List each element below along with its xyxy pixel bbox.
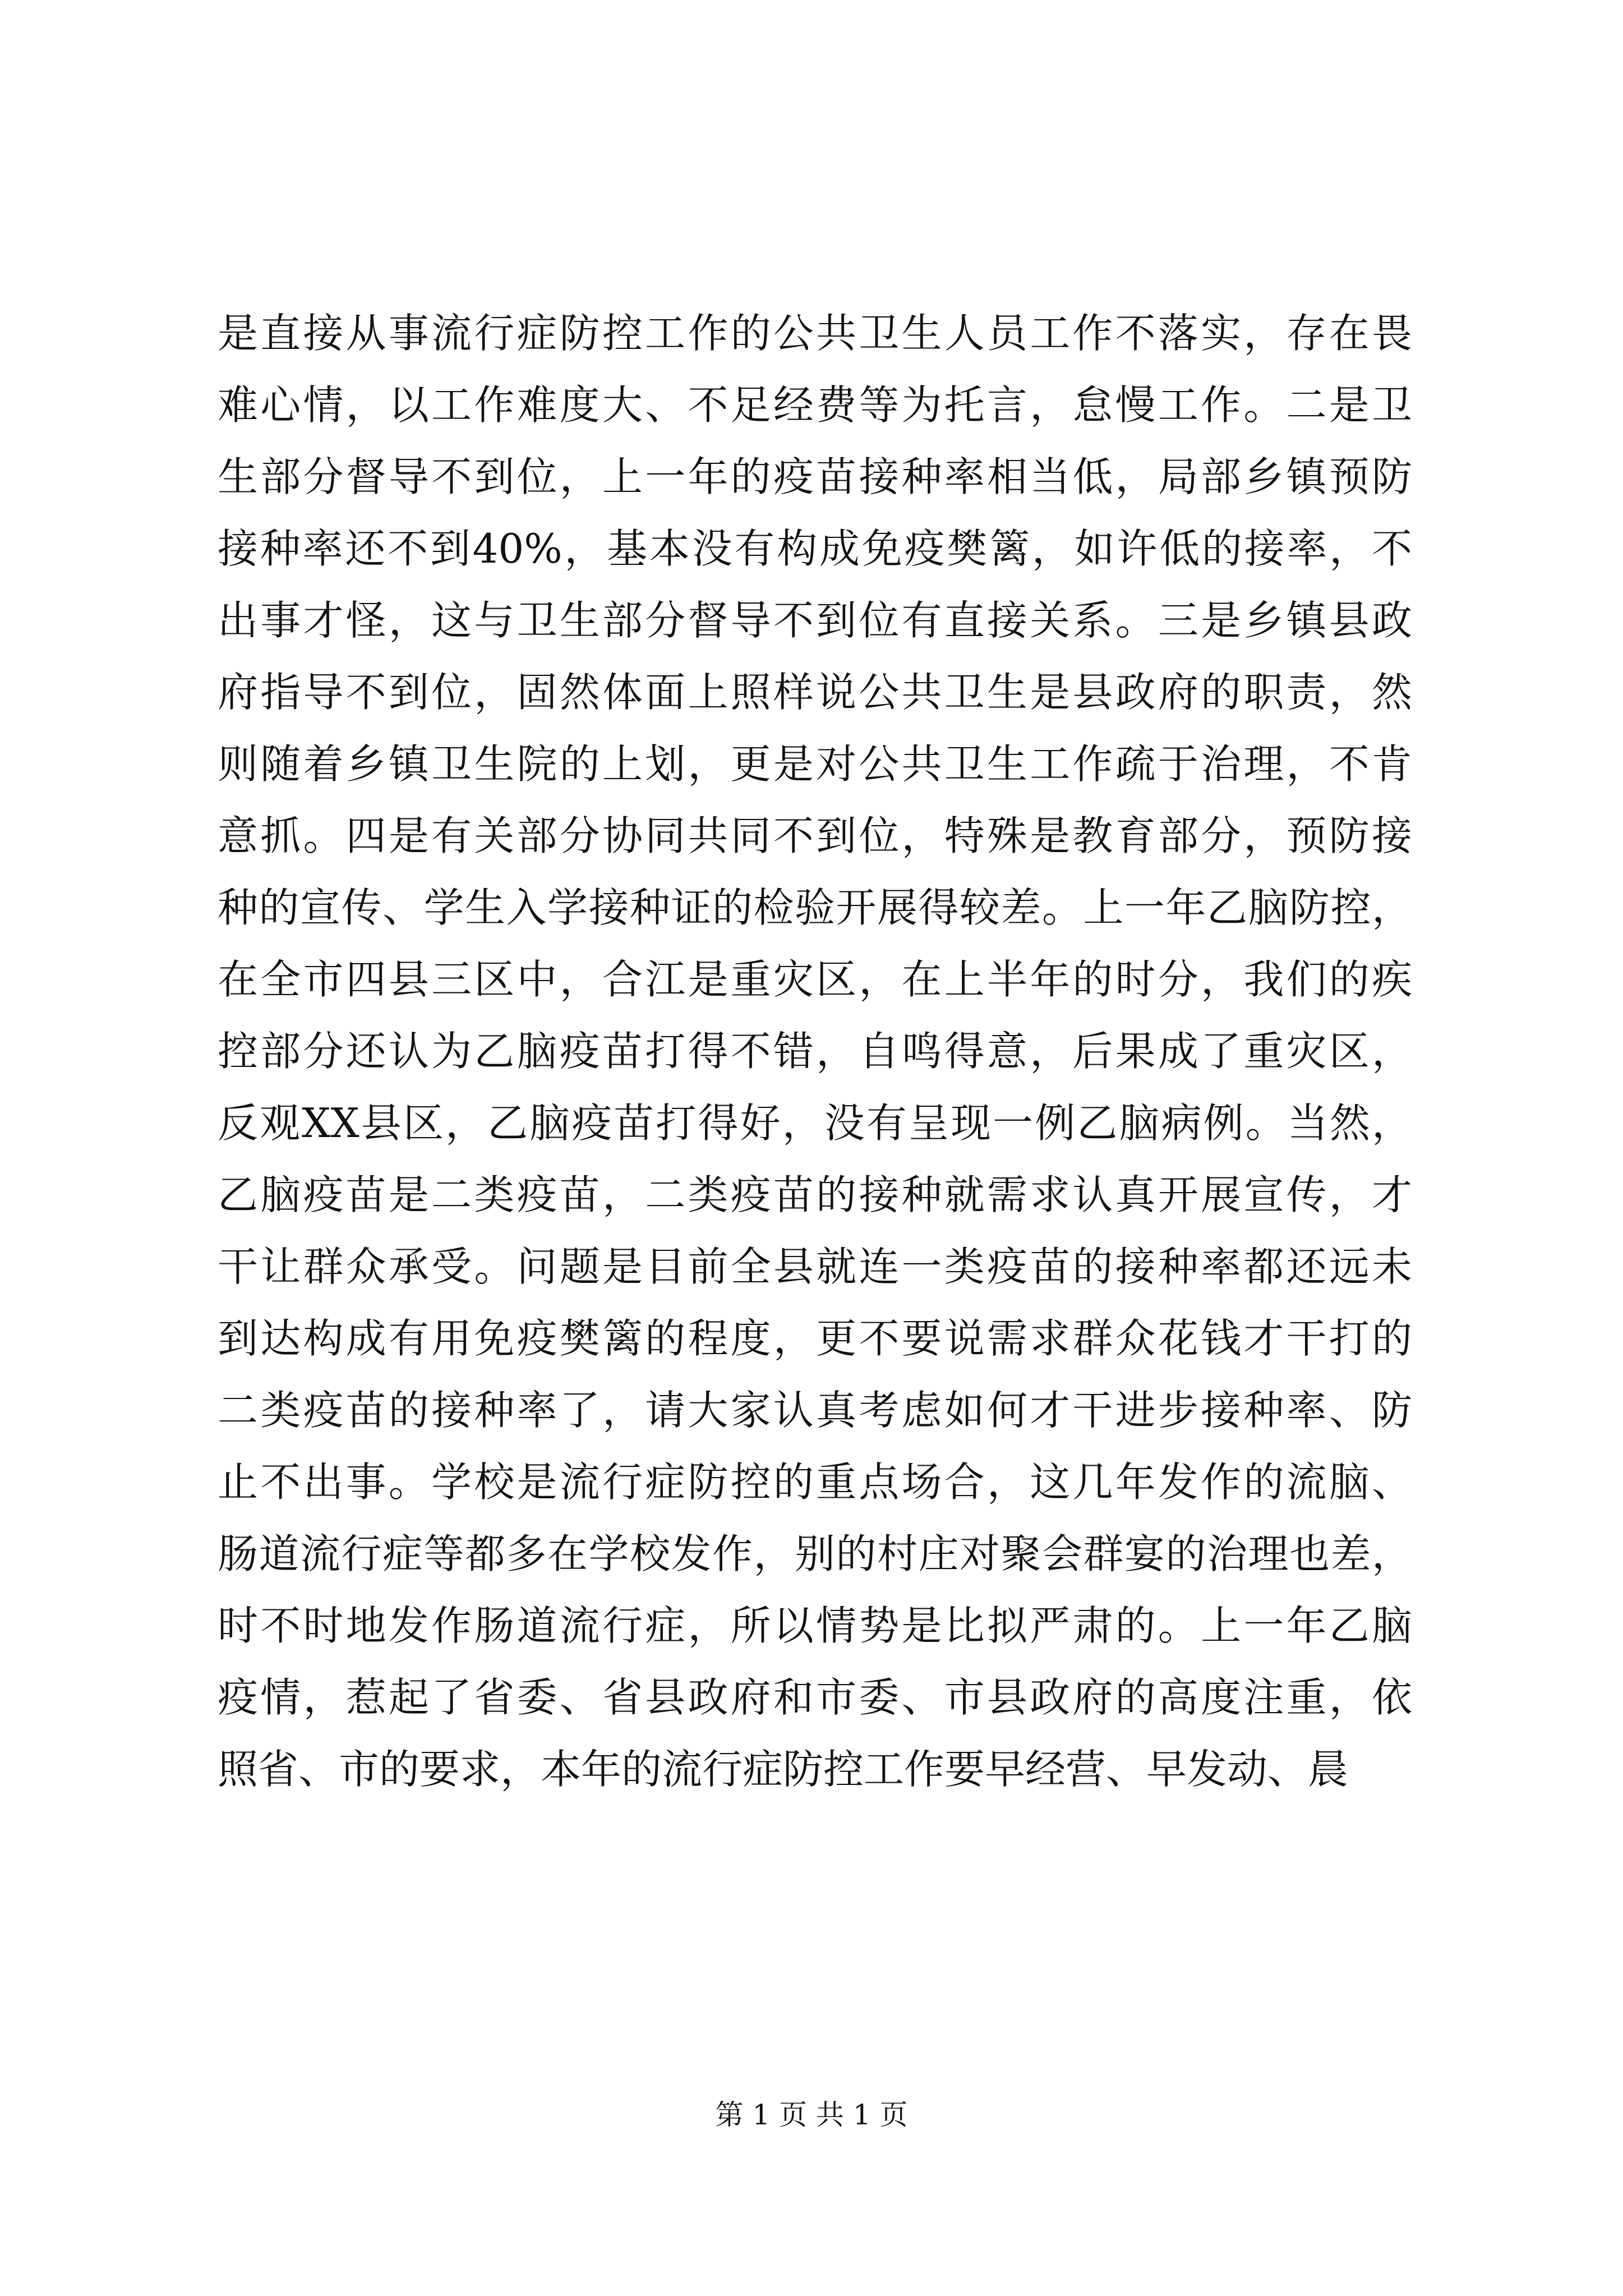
text-line: 出事才怪，这与卫生部分督导不到位有直接关系。三是乡镇县政 [218,597,1412,644]
text-line: 乙脑疫苗是二类疫苗，二类疫苗的接种就需求认真开展宣传，才 [218,1171,1412,1218]
text-line: 止不出事。学校是流行症防控的重点场合，这几年发作的流脑、 [218,1458,1412,1506]
page-number: 第 1 页 共 1 页 [715,2099,908,2131]
text-line: 难心情，以工作难度大、不足经费等为托言，怠慢工作。二是卫 [218,381,1412,429]
text-line: 则随着乡镇卫生院的上划，更是对公共卫生工作疏于治理，不肯 [218,740,1412,788]
text-line: 种的宣传、学生入学接种证的检验开展得较差。上一年乙脑防控， [218,884,1412,931]
text-line: 府指导不到位，固然体面上照样说公共卫生是县政府的职责，然 [218,669,1412,716]
text-line: 时不时地发作肠道流行症，所以情势是比拟严肃的。上一年乙脑 [218,1602,1412,1649]
document-body [218,297,1412,1805]
text-line: 照省、市的要求，本年的流行症防控工作要早经营、早发动、晨 [218,1746,1349,1793]
text-line: 反观XX县区，乙脑疫苗打得好，没有呈现一例乙脑病例。当然， [218,1099,1412,1147]
text-line: 干让群众承受。问题是目前全县就连一类疫苗的接种率都还远未 [218,1243,1412,1290]
text-line: 肠道流行症等都多在学校发作，别的村庄对聚会群宴的治理也差， [218,1530,1412,1577]
text-line: 接种率还不到40%，基本没有构成免疫樊篱，如许低的接率，不 [218,525,1412,572]
text-line: 在全市四县三区中，合江是重灾区，在上半年的时分，我们的疾 [218,956,1412,1003]
text-line: 生部分督导不到位，上一年的疫苗接种率相当低，局部乡镇预防 [218,453,1412,500]
text-line: 控部分还认为乙脑疫苗打得不错，自鸣得意，后果成了重灾区， [218,1028,1412,1075]
text-line: 二类疫苗的接种率了，请大家认真考虑如何才干进步接种率、防 [218,1387,1412,1434]
text-line: 是直接从事流行症防控工作的公共卫生人员工作不落实，存在畏 [218,310,1412,357]
text-line: 意抓。四是有关部分协同共同不到位，特殊是教育部分，预防接 [218,812,1412,859]
page-footer [0,2095,1623,2134]
text-line: 疫情，惹起了省委、省县政府和市委、市县政府的高度注重，依 [218,1674,1412,1721]
text-line: 到达构成有用免疫樊篱的程度，更不要说需求群众花钱才干打的 [218,1315,1412,1362]
